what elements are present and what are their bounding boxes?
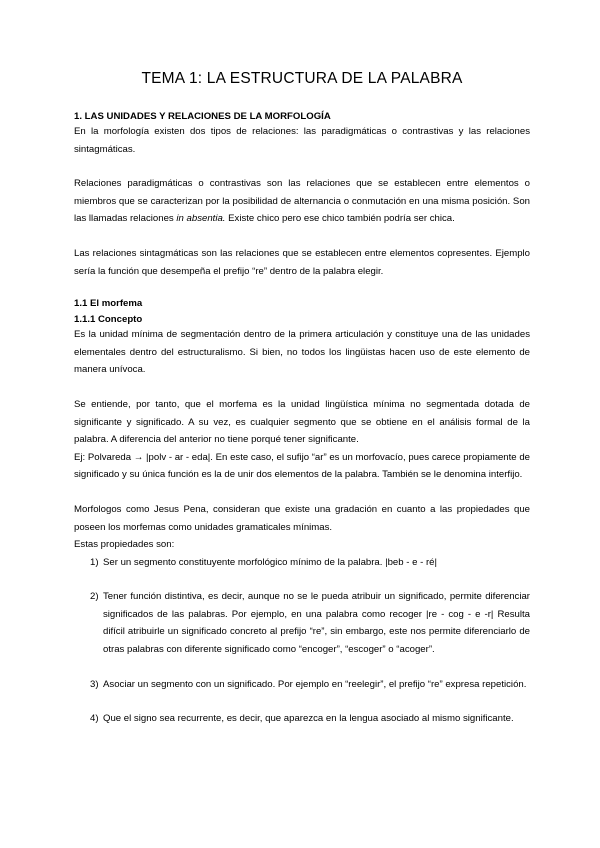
list-item: [74, 676, 530, 694]
subsubsection-heading: 1.1.1 Concepto: [74, 314, 143, 326]
list-item: [74, 588, 530, 658]
list-item: [74, 554, 530, 572]
document-page: [74, 70, 530, 728]
subsection-heading: 1.1 El morfema: [74, 298, 143, 310]
section-heading: 1. LAS UNIDADES Y RELACIONES DE LA MORFOLOGÍA: [74, 111, 331, 122]
page-title: TEMA 1: LA ESTRUCTURA DE LA PALABRA: [141, 70, 463, 87]
list-text: Ser un segmento constituyente morfológico mínimo de la palabra. |beb - e - ré|: [103, 556, 438, 568]
paragraph: Se entiende, por tanto, que el morfema es la unidad lingüística mínima no segmentada dotada de significante y significado. A su vez, es cualquier segmento que se obtiene en el análisis formal de la palabra. A diferencia del anterior no tiene porqué tener significante.: [74, 398, 530, 446]
list-number: 4): [90, 713, 99, 725]
paragraph: Es la unidad mínima de segmentación dentro de la primera articulación y constituye una de las unidades elementales dentro del estructuralismo. Si bien, no todos los lingüistas hacen uso de este elemento de manera unívoca.: [74, 329, 530, 376]
paragraph-text: Existe chico pero ese chico también podría ser chica.: [225, 213, 455, 225]
list-text: Asociar un segmento con un significado. Por ejemplo en “reelegir”, el prefijo “re” expresa repetición.: [103, 678, 527, 690]
paragraph: Las relaciones sintagmáticas son las relaciones que se establecen entre elementos copresentes. Ejemplo sería la función que desempeña el prefijo “re” dentro de la palabra elegir.: [74, 247, 530, 277]
list-text: Tener función distintiva, es decir, aunque no se le pueda atribuir un significado, permite diferenciar significados de las palabras. Por ejemplo, en una palabra como recoger |re - cog - e -r| Resulta difícil atribuirle un significado concreto al prefijo “re”, sin embargo, este nos permite diferenciarlo de otras palabras con diferente significado como “encoger”, “escoger” o “acoger”.: [103, 591, 530, 656]
italic-term: in absentia.: [176, 213, 226, 225]
list-text: Que el signo sea recurrente, es decir, que aparezca en la lengua asociado al mismo significante.: [103, 713, 514, 725]
list-number: 3): [90, 678, 99, 690]
list-item: [74, 710, 530, 728]
paragraph-text: Relaciones paradigmáticas o contrastivas son las relaciones que se establecen entre elementos o miembros que se caracterizan por la posibilidad de alternancia o conmutación en una misma posición. Son las llamadas relaciones: [74, 178, 530, 225]
properties-list: [74, 554, 530, 728]
paragraph: Ej: Polvareda → |polv - ar - eda|. En este caso, el sufijo “ar” es un morfovacío, pues carece propiamente de significado y su única función es la de unir dos elementos de la palabra. También se le denomina interfijo.: [74, 451, 530, 481]
list-number: 2): [90, 591, 99, 603]
paragraph: En la morfología existen dos tipos de relaciones: las paradigmáticas o contrastivas y las relaciones sintagmáticas.: [74, 126, 530, 155]
paragraph: Estas propiedades son:: [74, 539, 175, 551]
list-number: 1): [90, 556, 99, 568]
paragraph: [74, 175, 530, 228]
paragraph: Morfologos como Jesus Pena, consideran que existe una gradación en cuanto a las propiedades que poseen los morfemas como unidades gramaticales mínimas.: [74, 503, 530, 533]
